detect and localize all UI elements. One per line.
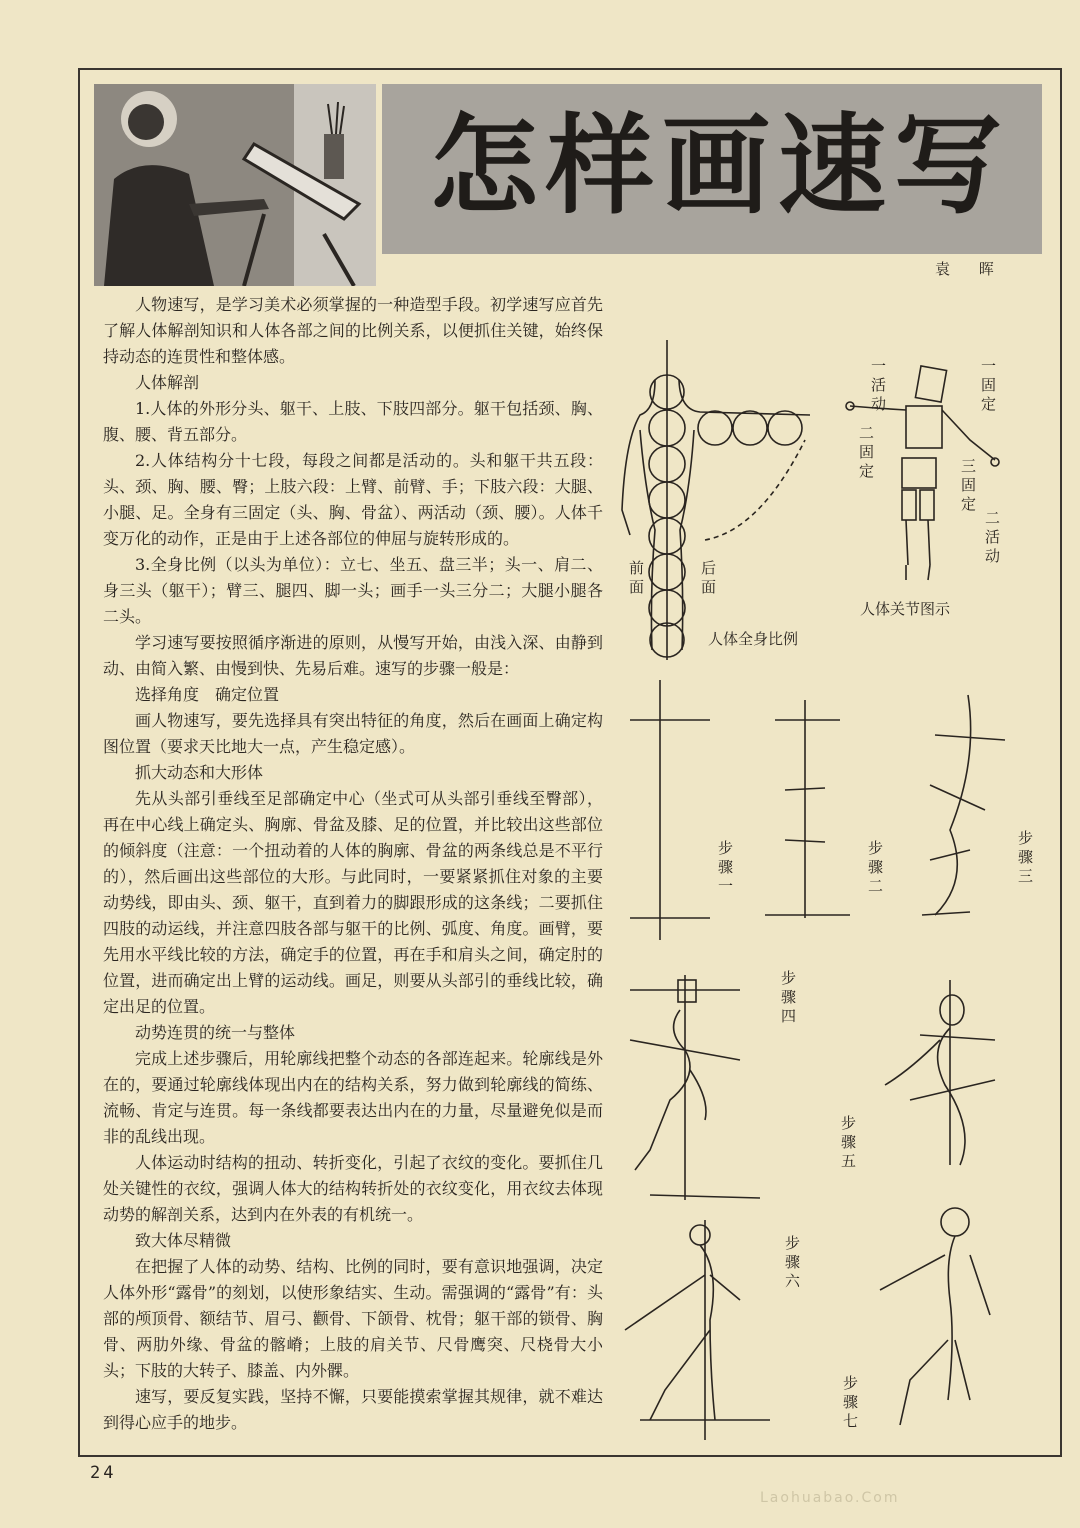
back-label: 后面	[699, 560, 717, 598]
article-paragraph: 人物速写，是学习美术必须掌握的一种造型手段。初学速写应首先了解人体解剖知识和人体各部之间的比例关系，以便抓住关键，始终保持动态的连贯性和整体感。	[103, 295, 603, 366]
figure-drawings	[610, 340, 1050, 1450]
section-heading: 抓大动态和大形体	[135, 763, 264, 782]
step-seven-drawing	[880, 1208, 990, 1425]
step-six-drawing	[625, 1220, 770, 1440]
section-heading: 选择角度 确定位置	[135, 685, 280, 704]
section-heading: 动势连贯的统一与整体	[135, 1023, 296, 1042]
proportion-figure-drawing	[622, 340, 810, 660]
proportion-caption: 人体全身比例	[708, 630, 799, 648]
step-five-drawing	[885, 980, 995, 1165]
watermark: Laohuabao.Com	[760, 1490, 900, 1506]
article-paragraph: 3.全身比例（以头为单位）：立七、坐五、盘三半；头一、肩二、身三头（躯干）；臂三、腿四、脚一头；画手一头三分二；大腿小腿各二头。	[103, 555, 603, 626]
step-three-drawing	[922, 695, 1005, 915]
article-paragraph: 先从头部引垂线至足部确定中心（坐式可从头部引垂线至臀部），再在中心线上确定头、胸廓、骨盆及膝、足的位置，并比较出这些部位的倾斜度（注意：一个扭动着的人体的胸廓、骨盆的两条线总是不平行的），然后画出这些部位的大形。与此同时，一要紧紧抓住对象的主要动势线，即由头、颈、躯干，直到着力的脚跟形成的这条线；二要抓住四肢的动运线，并注意四肢各部与躯干的比例、弧度、角度。画臂，要先用水平线比较的方法，确定手的位置，再在手和肩头之间，确定肘的位置，进而确定出上臂的运动线。画足，则要从头部引的垂线比较，确定出足的位置。	[103, 789, 603, 1016]
joint-label-fixed-2: 二固定	[857, 425, 875, 482]
article-paragraph: 2.人体结构分十七段，每段之间都是活动的。头和躯干共五段：头、颈、胸、腰、臀；上肢六段：上臂、前臂、手；下肢六段：大腿、小腿、足。全身有三固定（头、胸、骨盆）、两活动（颈、腰）。人体千变万化的动作，正是由于上述各部位的伸屈与旋转形成的。	[103, 451, 603, 548]
article-paragraph: 人体运动时结构的扭动、转折变化，引起了衣纹的变化。要抓住几处关键性的衣纹，强调人体大的结构转折处的衣纹变化，用衣纹去体现动势的解剖关系，达到内在外表的有机统一。	[103, 1153, 603, 1224]
section-heading: 致大体尽精微	[135, 1231, 232, 1250]
step-four-label: 步骤四	[779, 970, 797, 1027]
step-five-label: 步骤五	[839, 1115, 857, 1172]
step-four-drawing	[630, 975, 760, 1200]
joint-caption: 人体关节图示	[860, 600, 951, 618]
page-title: 怎样画速写	[430, 104, 1011, 229]
joint-label-fixed-3: 三固定	[959, 458, 977, 515]
article-paragraph: 完成上述步骤后，用轮廓线把整个动态的各部连起来。轮廓线是外在的，要通过轮廓线体现出内在的结构关系，努力做到轮廓线的简练、流畅、肯定与连贯。每一条线都要表达出内在的力量，尽量避免似是而非的乱线出现。	[103, 1049, 603, 1146]
article-paragraph: 画人物速写，要先选择具有突出特征的角度，然后在画面上确定构图位置（要求天比地大一点，产生稳定感）。	[103, 711, 603, 756]
step-one-label: 步骤一	[716, 840, 734, 897]
article-paragraph: 学习速写要按照循序渐进的原则，从慢写开始，由浅入深、由静到动、由简入繁、由慢到快、先易后难。速写的步骤一般是：	[103, 633, 603, 678]
article-paragraph: 1.人体的外形分头、躯干、上肢、下肢四部分。躯干包括颈、胸、腹、腰、背五部分。	[103, 399, 603, 444]
author-photo	[94, 84, 376, 286]
joint-label-fixed-1: 一固定	[979, 358, 997, 415]
figures-panel	[610, 340, 1050, 1450]
section-heading: 人体解剖	[135, 373, 200, 392]
step-seven-label: 步骤七	[841, 1375, 859, 1432]
article-body	[103, 292, 603, 1436]
author-photo-illustration	[94, 84, 376, 286]
step-three-label: 步骤三	[1016, 830, 1034, 887]
page-number: 24	[90, 1463, 117, 1483]
front-label: 前面	[627, 560, 645, 598]
joint-label-active-2: 二活动	[983, 510, 1001, 567]
joint-label-active-1: 一活动	[869, 358, 887, 415]
author-name: 袁 晖	[935, 260, 1006, 278]
article-paragraph: 速写，要反复实践，坚持不懈，只要能摸索掌握其规律，就不难达到得心应手的地步。	[103, 1387, 603, 1432]
step-one-drawing	[630, 680, 710, 940]
step-two-label: 步骤二	[866, 840, 884, 897]
article-paragraph: 在把握了人体的动势、结构、比例的同时，要有意识地强调，决定人体外形“露骨”的刻划，以使形象结实、生动。需强调的“露骨”有：头部的颅顶骨、额结节、眉弓、颧骨、下颌骨、枕骨；躯干部的锁骨、胸骨、两肋外缘、骨盆的髂嵴；上肢的肩关节、尺骨鹰突、尺桡骨大小头；下肢的大转子、膝盖、内外髁。	[103, 1257, 603, 1380]
step-two-drawing	[765, 700, 850, 918]
step-six-label: 步骤六	[783, 1235, 801, 1292]
